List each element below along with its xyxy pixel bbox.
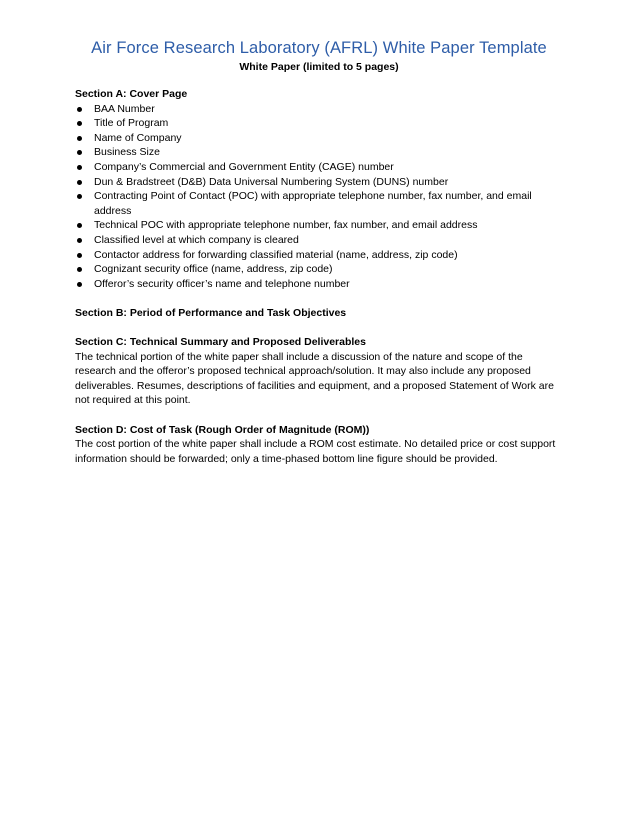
section-c-body: The technical portion of the white paper shall include a discussion of the nature and scope of the research and the offeror’s proposed technical approach/solution. It may also include any proposed deliverables. Resumes, descriptions of facilities and equipment, and a proposed Statement of Work are not required at this point.: [75, 350, 554, 407]
list-item-text: Offeror’s security officer’s name and telephone number: [94, 277, 350, 290]
section-d-heading: Section D: Cost of Task (Rough Order of Magnitude (ROM)): [75, 423, 370, 436]
list-item-text: Cognizant security office (name, address, zip code): [94, 263, 333, 276]
list-item: [75, 102, 565, 117]
list-item: [75, 116, 565, 131]
bullet-icon: [77, 223, 82, 228]
list-item: [75, 277, 565, 292]
list-item: [75, 160, 565, 175]
list-item: [75, 233, 565, 248]
list-item-text: Classified level at which company is cleared: [94, 233, 299, 246]
list-item-text: BAA Number: [94, 102, 155, 115]
spacer: [75, 408, 565, 423]
list-item-text: Title of Program: [94, 117, 169, 130]
list-item-text: Business Size: [94, 146, 160, 159]
list-item: [75, 131, 565, 146]
document-subtitle: White Paper (limited to 5 pages): [239, 61, 399, 73]
section-a-list: [75, 102, 565, 292]
section-b-heading: Section B: Period of Performance and Task Objectives: [75, 306, 347, 319]
list-item: [75, 218, 565, 233]
spacer: [75, 291, 565, 306]
bullet-icon: [77, 267, 82, 272]
list-item: [75, 262, 565, 277]
section-a-heading: Section A: Cover Page: [75, 88, 188, 100]
document-body: [75, 87, 565, 466]
section-c-heading: Section C: Technical Summary and Proposed Deliverables: [75, 336, 366, 349]
bullet-icon: [77, 121, 82, 126]
list-item: [75, 248, 565, 263]
bullet-icon: [77, 253, 82, 258]
list-item-text: Dun & Bradstreet (D&B) Data Universal Numbering System (DUNS) number: [94, 175, 449, 188]
bullet-icon: [77, 238, 82, 243]
list-item: [75, 189, 565, 218]
section-d-body: The cost portion of the white paper shall include a ROM cost estimate. No detailed price or cost support information should be forwarded; only a time-phased bottom line figure should be provided.: [75, 438, 556, 465]
bullet-icon: [77, 194, 82, 199]
list-item: [75, 145, 565, 160]
list-item-text: Contracting Point of Contact (POC) with appropriate telephone number, fax number, and email address: [94, 190, 532, 217]
bullet-icon: [77, 136, 82, 141]
bullet-icon: [77, 165, 82, 170]
list-item-text: Technical POC with appropriate telephone number, fax number, and email address: [94, 219, 478, 232]
list-item: [75, 175, 565, 190]
bullet-icon: [77, 282, 82, 287]
spacer: [75, 321, 565, 336]
bullet-icon: [77, 107, 82, 112]
bullet-icon: [77, 180, 82, 185]
list-item-text: Name of Company: [94, 131, 182, 144]
document-title: Air Force Research Laboratory (AFRL) White Paper Template: [91, 39, 547, 57]
list-item-text: Company’s Commercial and Government Entity (CAGE) number: [94, 160, 394, 173]
bullet-icon: [77, 150, 82, 155]
list-item-text: Contactor address for forwarding classified material (name, address, zip code): [94, 248, 458, 261]
